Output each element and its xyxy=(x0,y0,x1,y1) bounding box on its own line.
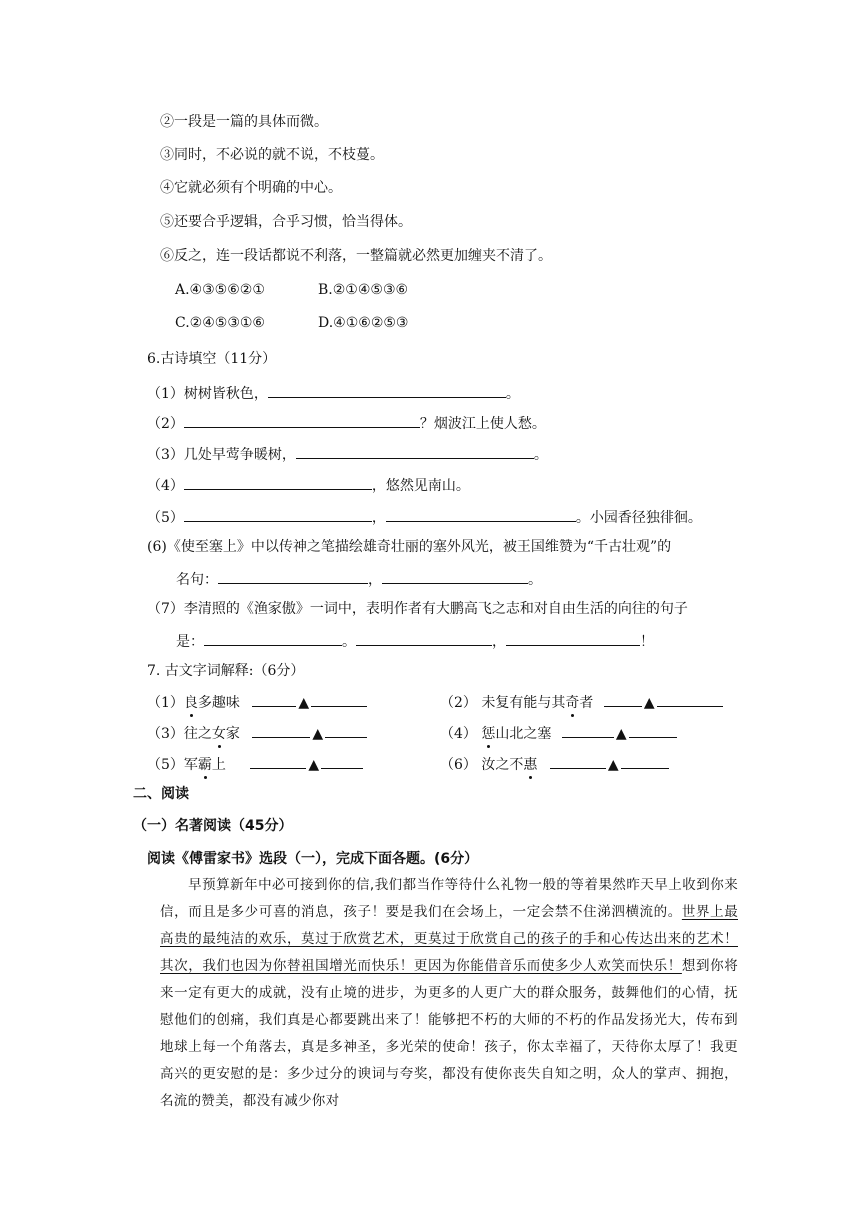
answer-blank[interactable] xyxy=(296,443,534,459)
reading-title: 阅读《傅雷家书》选段（一），完成下面各题。(6分） xyxy=(147,851,479,867)
triangle-icon: ▲ xyxy=(643,695,655,711)
option-d: D.④①⑥②⑤③ xyxy=(318,315,409,331)
answer-blank[interactable] xyxy=(629,722,677,738)
answer-blank[interactable] xyxy=(184,474,372,490)
option-c: C.②④⑤③①⑥ xyxy=(175,315,265,331)
answer-blank[interactable] xyxy=(562,722,614,738)
sentence-3: ③同时，不必说的就不说，不枝蔓。 xyxy=(160,147,384,163)
sentence-6: ⑥反之，连一段话都说不利落，一整篇就必然更加缠夹不清了。 xyxy=(160,248,552,264)
sentence-4: ④它就必须有个明确的中心。 xyxy=(160,180,342,196)
triangle-icon: ▲ xyxy=(615,726,627,742)
q6-line-3: （3）几处早莺争暖树， 。 xyxy=(147,443,548,465)
answer-blank[interactable] xyxy=(382,568,528,584)
answer-blank[interactable] xyxy=(604,691,642,707)
answer-blank[interactable] xyxy=(506,630,640,646)
q7-item-3: （3）往之女家 ▲ xyxy=(147,722,367,744)
q7-item-2: （2） 未复有能与其奇者 ▲ xyxy=(440,691,723,713)
passage: 早预算新年中必可接到你的信,我们都当作等待什么礼物一般的等着果然昨天早上收到你来信，而且是多少可喜的消息，孩子！要是我们在会场上，一定会禁不住涕泗横流的。世界上最高贵的最纯洁的欢乐，莫过于欣赏艺术，更莫过于欣赏自己的孩子的手和心传达出来的艺术！其次，我们也因为你替祖国增光而快乐！更因为你能借音乐而使多少人欢笑而快乐！想到你将来一定有更大的成就，没有止境的进步，为更多的人更广大的群众服务，鼓舞他们的心情，抚慰他们的创痛，我们真是心都要跳出来了！能够把不朽的大师的不朽的作品发扬光大，传布到地球上每一个角落去，真是多神圣，多光荣的使命！孩子，你太幸福了，天待你太厚了！我更高兴的更安慰的是：多少过分的谀词与夸奖，都没有使你丧失自知之明，众人的掌声、拥抱，名流的赞美，都没有减少你对 xyxy=(160,877,738,1109)
q7-item-6: （6） 汝之不惠 ▲ xyxy=(440,753,669,775)
section-heading: 二、阅读 xyxy=(133,786,189,802)
q6-line-1: （1）树树皆秋色， 。 xyxy=(147,382,520,404)
answer-blank[interactable] xyxy=(184,412,420,428)
answer-blank[interactable] xyxy=(218,568,368,584)
answer-blank[interactable] xyxy=(204,630,342,646)
answer-blank[interactable] xyxy=(250,753,306,769)
answer-blank[interactable] xyxy=(311,691,367,707)
underlined-sentence: 世界上最高贵的最纯洁的欢乐，莫过于欣赏艺术，更莫过于欣赏自己的孩子的手和心传达出来的艺术！其次，我们也因为你替祖国增光而快乐！更因为你能借音乐而使多少人欢笑而快乐！ xyxy=(160,904,738,974)
q6-line-6: (6)《使至塞上》中以传神之笔描绘雄奇壮丽的塞外风光，被王国维赞为“千古壮观”的 xyxy=(147,539,672,555)
q6-title: 6.古诗填空（11分） xyxy=(147,351,277,367)
q7-title: 7. 古文字词解释:（6分） xyxy=(147,663,305,679)
triangle-icon: ▲ xyxy=(607,757,619,773)
q6-line-2: （2） ？烟波江上使人愁。 xyxy=(147,412,546,434)
answer-blank[interactable] xyxy=(356,630,492,646)
answer-blank[interactable] xyxy=(325,722,367,738)
option-b: B.②①④⑤③⑥ xyxy=(318,282,409,298)
answer-blank[interactable] xyxy=(321,753,363,769)
answer-blank[interactable] xyxy=(550,753,606,769)
option-a: A.④③⑤⑥②① xyxy=(175,282,265,298)
answer-blank[interactable] xyxy=(184,506,372,522)
triangle-icon: ▲ xyxy=(312,726,324,742)
subsection-heading: （一）名著阅读（45分） xyxy=(133,818,293,834)
answer-blank[interactable] xyxy=(252,722,310,738)
triangle-icon: ▲ xyxy=(298,695,310,711)
q7-item-5: （5）军霸上 ▲ xyxy=(147,753,363,775)
q6-line-7-answer: 是： 。 ， ！ xyxy=(176,630,654,652)
q6-line-4: （4） ，悠然见南山。 xyxy=(147,474,470,496)
q7-item-1: （1）良多趣味 ▲ xyxy=(147,691,367,713)
answer-blank[interactable] xyxy=(386,506,576,522)
answer-blank[interactable] xyxy=(268,382,506,398)
answer-blank[interactable] xyxy=(252,691,296,707)
answer-blank[interactable] xyxy=(657,691,723,707)
sentence-2: ②一段是一篇的具体而微。 xyxy=(160,114,328,130)
q7-item-4: （4） 惩山北之塞 ▲ xyxy=(440,722,677,744)
q6-line-5: （5） ， 。小园香径独徘徊。 xyxy=(147,506,702,528)
answer-blank[interactable] xyxy=(621,753,669,769)
sentence-5: ⑤还要合乎逻辑，合乎习惯，恰当得体。 xyxy=(160,214,412,230)
triangle-icon: ▲ xyxy=(308,757,320,773)
q6-line-7: （7）李清照的《渔家傲》一词中，表明作者有大鹏高飞之志和对自由生活的向往的句子 xyxy=(147,601,688,617)
q6-line-6-answer: 名句： ， 。 xyxy=(176,568,542,590)
